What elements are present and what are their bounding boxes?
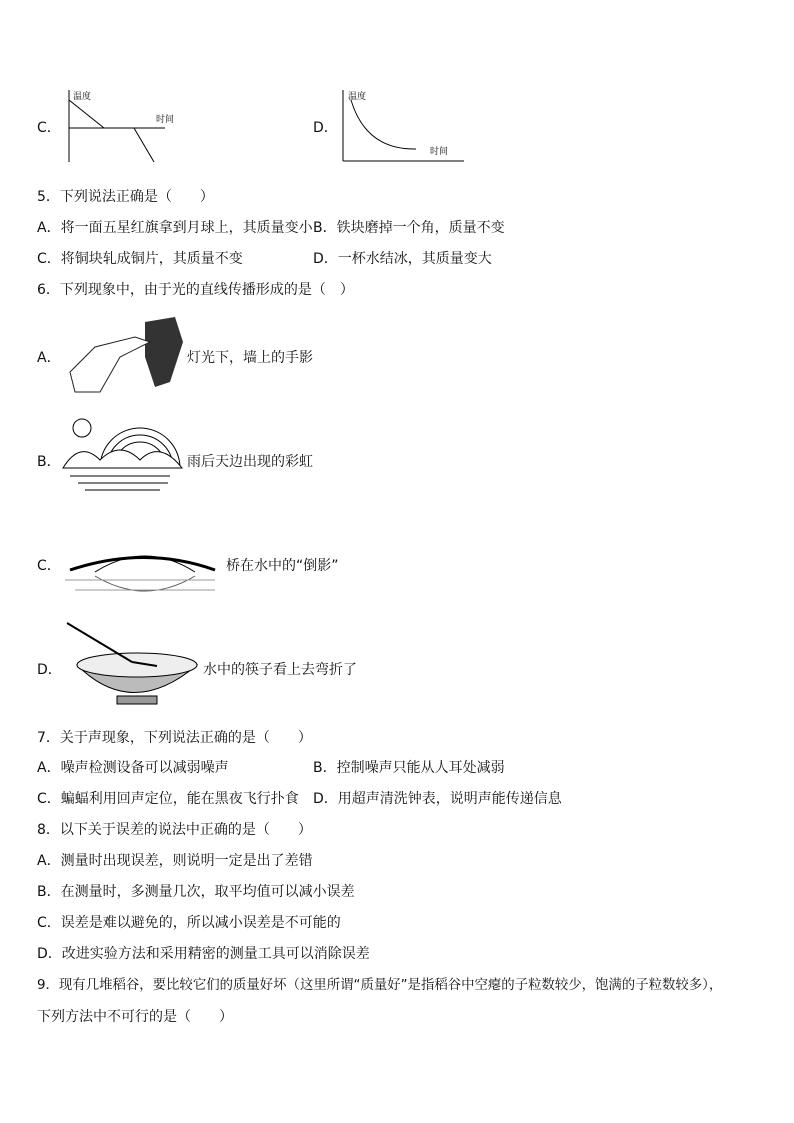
q8-option-b: B．在测量时，多测量几次，取平均值可以减小误差 — [37, 884, 355, 900]
q6-option-b: 雨后天边出现的彩虹 — [187, 454, 313, 470]
bridge-reflection-image — [65, 540, 225, 608]
q5-option-c: C．将铜块轧成铜片，其质量不变 — [37, 251, 243, 267]
q5-option-a: A．将一面五星红旗拿到月球上，其质量变小 — [37, 220, 313, 236]
axis-y-label: 温度 — [348, 92, 367, 102]
q5-option-b: B．铁块磨掉一个角，质量不变 — [313, 220, 505, 236]
q7-option-b: B．控制噪声只能从人耳处减弱 — [313, 760, 505, 776]
q8-option-c: C．误差是难以避免的，所以减小误差是不可能的 — [37, 915, 341, 931]
q6-c-label: C． — [37, 558, 61, 574]
q6-option-d: 水中的筷子看上去弯折了 — [203, 662, 357, 678]
q9-stem-line1: 9．现有几堆稻谷，要比较它们的质量好坏（这里所谓“质量好”是指稻谷中空瘪的子粒数较少，饱满的子粒数较多）， — [37, 978, 723, 993]
q6-d-label: D． — [37, 662, 62, 678]
q6-b-label: B． — [37, 454, 61, 470]
q7-stem: 7．关于声现象，下列说法正确的是（ ） — [37, 730, 312, 746]
q4-option-d-label: D． — [313, 120, 338, 136]
axis-x-label: 时间 — [430, 147, 449, 157]
q7-option-d: D．用超声清洗钟表，说明声能传递信息 — [313, 791, 562, 807]
rainbow-image — [60, 410, 186, 492]
q6-stem: 6．下列现象中，由于光的直线传播形成的是（ ） — [37, 282, 354, 298]
q8-option-a: A．测量时出现误差，则说明一定是出了差错 — [37, 853, 313, 869]
q8-option-d: D．改进实验方法和采用精密的测量工具可以消除误差 — [37, 946, 370, 962]
q9-stem-line2: 下列方法中不可行的是（ ） — [37, 1009, 233, 1025]
q6-option-c: 桥在水中的“倒影” — [226, 558, 339, 574]
q7-option-c: C．蝙蝠利用回声定位，能在黑夜飞行扑食 — [37, 791, 299, 807]
chopstick-bowl-image — [62, 620, 202, 708]
axis-x-label: 时间 — [156, 115, 175, 125]
hand-shadow-image — [65, 312, 187, 396]
q5-option-d: D．一杯水结冰，其质量变大 — [313, 251, 492, 267]
q4-option-c-label: C． — [37, 120, 61, 136]
axis-y-label: 温度 — [73, 92, 92, 102]
q7-option-a: A．噪声检测设备可以减弱噪声 — [37, 760, 229, 776]
q6-option-a: 灯光下，墙上的手影 — [187, 350, 313, 366]
q6-a-label: A． — [37, 350, 61, 366]
q8-stem: 8．以下关于误差的说法中正确的是（ ） — [37, 822, 312, 838]
q5-stem: 5．下列说法正确是（ ） — [37, 189, 214, 205]
